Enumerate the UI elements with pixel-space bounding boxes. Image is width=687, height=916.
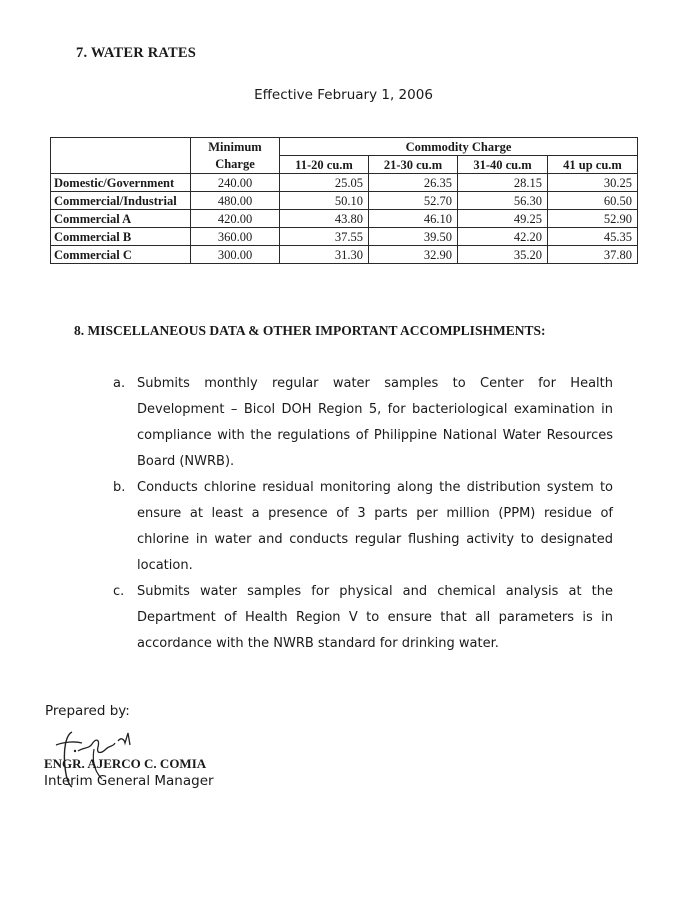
minimum-cell: 240.00 — [191, 174, 280, 192]
list-marker: c. — [113, 584, 125, 599]
table-row — [51, 192, 638, 210]
charge-cell: 37.80 — [548, 246, 638, 264]
charge-cell: 45.35 — [548, 228, 638, 246]
charge-cell: 35.20 — [458, 246, 548, 264]
table-header-row-1 — [51, 138, 638, 156]
minimum-cell: 360.00 — [191, 228, 280, 246]
effective-date: Effective February 1, 2006 — [254, 87, 433, 103]
minimum-cell: 480.00 — [191, 192, 280, 210]
section-7-heading: 7. WATER RATES — [76, 45, 197, 61]
water-rates-table — [50, 137, 638, 264]
range-header: 31-40 cu.m — [458, 156, 548, 174]
category-cell: Commercial/Industrial — [51, 192, 191, 210]
list-marker: a. — [113, 376, 126, 391]
list-item — [113, 579, 613, 657]
category-cell: Domestic/Government — [51, 174, 191, 192]
table-row — [51, 246, 638, 264]
category-cell: Commercial A — [51, 210, 191, 228]
category-cell: Commercial C — [51, 246, 191, 264]
range-header: 11-20 cu.m — [280, 156, 369, 174]
table-row — [51, 174, 638, 192]
minimum-cell: 300.00 — [191, 246, 280, 264]
charge-cell: 46.10 — [369, 210, 458, 228]
table-row — [51, 228, 638, 246]
range-header: 21-30 cu.m — [369, 156, 458, 174]
minimum-charge-header-top: Minimum — [191, 138, 280, 156]
charge-cell: 30.25 — [548, 174, 638, 192]
commodity-charge-header: Commodity Charge — [280, 138, 638, 156]
charge-cell: 43.80 — [280, 210, 369, 228]
list-item — [113, 475, 613, 579]
list-marker: b. — [113, 480, 126, 495]
category-cell: Commercial B — [51, 228, 191, 246]
charge-cell: 52.90 — [548, 210, 638, 228]
signer-name: ENGR. AJERCO C. COMIA — [44, 756, 207, 771]
table-row — [51, 210, 638, 228]
charge-cell: 37.55 — [280, 228, 369, 246]
section-8-heading: 8. MISCELLANEOUS DATA & OTHER IMPORTANT ACCOMPLISHMENTS: — [74, 323, 546, 338]
charge-cell: 60.50 — [548, 192, 638, 210]
charge-cell: 42.20 — [458, 228, 548, 246]
minimum-cell: 420.00 — [191, 210, 280, 228]
charge-cell: 56.30 — [458, 192, 548, 210]
list-item-text: Conducts chlorine residual monitoring along the distribution system to ensure at least a presence of 3 parts per million (PPM) residue of chlorine in water and conducts regular flushing activity to designated location. — [137, 480, 613, 573]
charge-cell: 50.10 — [280, 192, 369, 210]
charge-cell: 32.90 — [369, 246, 458, 264]
category-header-cell — [51, 138, 191, 174]
charge-cell: 39.50 — [369, 228, 458, 246]
list-item-text: Submits monthly regular water samples to Center for Health Development – Bicol DOH Region 5, for bacteriological examination in compliance with the regulations of Philippine National Water Resources Board (NWRB). — [137, 376, 613, 469]
charge-cell: 49.25 — [458, 210, 548, 228]
prepared-by-label: Prepared by: — [45, 703, 130, 719]
charge-cell: 28.15 — [458, 174, 548, 192]
charge-cell: 26.35 — [369, 174, 458, 192]
signer-title: Interim General Manager — [44, 773, 214, 789]
minimum-charge-header-bottom: Charge — [191, 156, 280, 174]
charge-cell: 25.05 — [280, 174, 369, 192]
list-item — [113, 371, 613, 475]
charge-cell: 31.30 — [280, 246, 369, 264]
list-item-text: Submits water samples for physical and chemical analysis at the Department of Health Region V to ensure that all parameters is in accordance with the NWRB standard for drinking water. — [137, 584, 613, 651]
charge-cell: 52.70 — [369, 192, 458, 210]
accomplishments-list — [113, 371, 613, 657]
range-header: 41 up cu.m — [548, 156, 638, 174]
